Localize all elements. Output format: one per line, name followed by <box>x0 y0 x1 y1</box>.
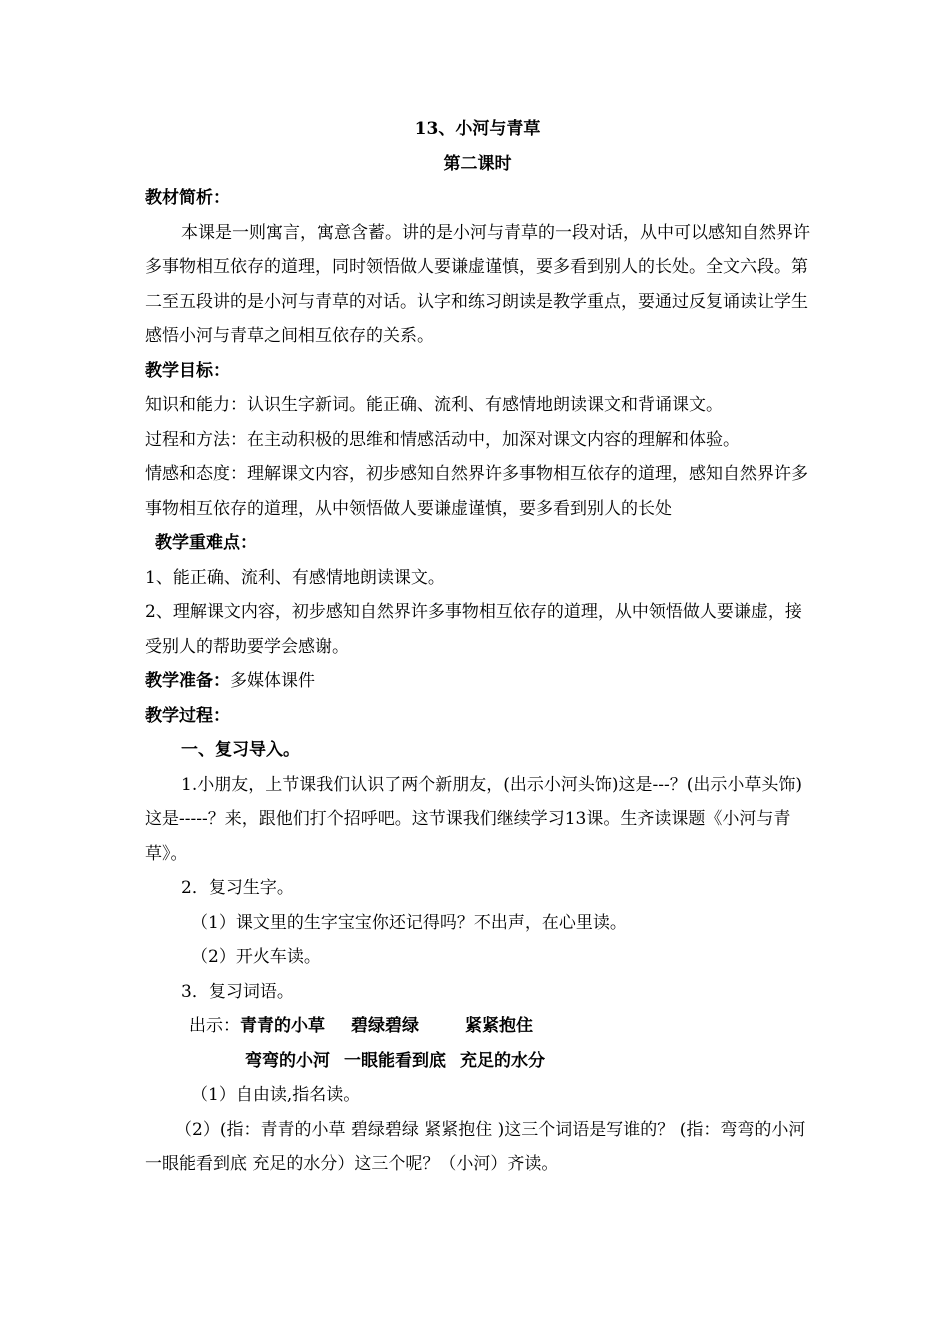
document-subtitle: 第二课时 <box>443 153 512 174</box>
keypoints-heading: 教学重难点： <box>155 533 257 553</box>
analysis-heading: 教材简析： <box>145 188 230 208</box>
goal-process: 过程和方法：在主动积极的思维和情感活动中，加深对课文内容的理解和体验。 <box>145 429 740 450</box>
show-label: 出示： <box>189 1016 240 1036</box>
step-1-paragraph: 1.小朋友，上节课我们认识了两个新朋友，(出示小河头饰)这是---？(出示小草头饰)这是-----？来，跟他们打个招呼吧。这节课我们继续学习13课。生齐读课题《小河与青草》。 <box>145 774 802 864</box>
prep-text: 多媒体课件 <box>230 671 315 691</box>
keypoint-item: 1、能正确、流利、有感情地朗读课文。 <box>145 567 445 588</box>
step-3-b: （2）(指：青青的小草 碧绿碧绿 紧紧抱住 )这三个词语是写谁的？ (指：弯弯的小河 一眼能看到底 充足的水分）这三个呢？（小河）齐读。 <box>145 1119 806 1174</box>
prep-line <box>145 664 810 699</box>
word-row-2 <box>145 1044 810 1079</box>
step-2-b: （2）开火车读。 <box>191 947 321 967</box>
goal-emotion: 情感和态度：理解课文内容，初步感知自然界许多事物相互依存的道理，感知自然界许多事物相互依存的道理，从中领悟做人要谦虚谨慎，要多看到别人的长处 <box>145 464 808 519</box>
word-item: 碧绿碧绿 <box>351 1016 419 1036</box>
goal-knowledge: 知识和能力：认识生字新词。能正确、流利、有感情地朗读课文和背诵课文。 <box>145 395 723 415</box>
word-item: 弯弯的小河 <box>245 1050 330 1071</box>
keypoint-item: 2、理解课文内容，初步感知自然界许多事物相互依存的道理，从中领悟做人要谦虚，接受别人的帮助要学会感谢。 <box>145 602 802 657</box>
analysis-paragraph: 本课是一则寓言，寓意含蓄。讲的是小河与青草的一段对话，从中可以感知自然界许多事物相互依存的道理，同时领悟做人要谦虚谨慎，要多看到别人的长处。全文六段。第二至五段讲的是小河与青草的对话。认字和练习朗读是教学重点，要通过反复诵读让学生感悟小河与青草之间相互依存的关系。 <box>145 222 810 346</box>
process-heading: 教学过程： <box>145 705 230 726</box>
document-page <box>145 112 810 1182</box>
step-2: 2．复习生字。 <box>181 878 294 898</box>
step-heading: 一、复习导入。 <box>181 740 300 760</box>
word-item: 紧紧抱住 <box>465 1016 533 1036</box>
word-item: 充足的水分 <box>460 1050 545 1071</box>
step-2-a: （1）课文里的生字宝宝你还记得吗？不出声，在心里读。 <box>191 912 627 933</box>
word-row-1 <box>145 1009 810 1044</box>
prep-heading: 教学准备： <box>145 671 230 691</box>
word-item: 青青的小草 <box>240 1016 325 1036</box>
step-3-a: （1）自由读,指名读。 <box>191 1085 361 1105</box>
step-3: 3．复习词语。 <box>181 981 294 1002</box>
document-title: 13、小河与青草 <box>414 119 541 139</box>
word-item: 一眼能看到底 <box>344 1050 446 1071</box>
goals-heading: 教学目标： <box>145 360 230 381</box>
